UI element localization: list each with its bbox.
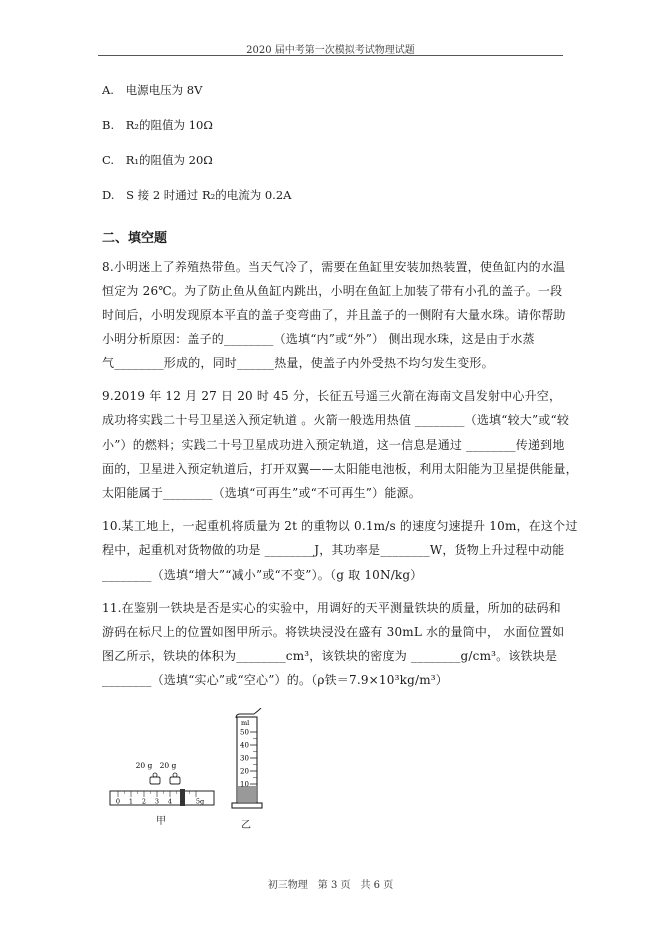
q9-line: 成功将实践二十号卫星送入预定轨道 。火箭一般选用热值 ________（选填“较大”或“较 [102, 413, 570, 427]
weight-label: 20 g [135, 761, 153, 770]
tick-label: 2 [141, 797, 147, 806]
option-c [102, 152, 213, 168]
tick-label: 30 [240, 754, 249, 763]
tick-label: 20 [240, 767, 249, 776]
q9-line: 太阳能属于________（选填“可再生”或“不可再生”）能源。 [102, 486, 421, 500]
weight-icon [170, 773, 180, 784]
option-label: A. [102, 83, 114, 97]
option-label: D. [102, 188, 115, 202]
rider-marker [180, 789, 185, 806]
measuring-cylinder-figure [228, 708, 268, 812]
cylinder-unit: ml [241, 719, 250, 727]
tick-label: 50 [240, 728, 249, 737]
tick-label: 4 [167, 797, 173, 806]
q9-line: 小”）的燃料；实践二十号卫星成功进入预定轨道，这一信息是通过 ________传递到地 [102, 438, 565, 452]
q8-line: 气________形成的，同时______热量，使盖子内外受热不均匀发生变形。 [102, 356, 494, 370]
header-divider [98, 55, 563, 56]
balance-scale-figure [108, 758, 218, 808]
option-text: R₂的阻值为 10Ω [125, 118, 213, 132]
option-text: R₁的阻值为 20Ω [125, 153, 213, 167]
option-b [102, 117, 213, 133]
q11-line: 图乙所示，铁块的体积为________cm³，该铁块的密度为 ________g/cm³。该铁块是 [102, 649, 558, 663]
q8-line: 小明分析原因：盖子的________（选填“内”或“外”） 侧出现水珠，这是由于水蒸 [102, 332, 535, 346]
option-text: S 接 2 时通过 R₂的电流为 0.2A [126, 188, 292, 202]
tick-label: 5g [195, 797, 205, 806]
option-a [102, 82, 202, 98]
tick-label: 0 [115, 797, 121, 806]
q11-line: ________（选填“实心”或“空心”）的。（ρ铁＝7.9×10³kg/m³） [102, 673, 448, 687]
weight-icon [150, 773, 160, 784]
page-header: 2020 届中考第一次模拟考试物理试题 [246, 45, 415, 56]
tick-label: 40 [240, 741, 249, 750]
cylinder-base [232, 803, 262, 808]
page-footer: 初三物理 第 3 页 共 6 页 [267, 880, 394, 891]
q8-line: 时间后，小明发现原本平直的盖子变弯曲了，并且盖子的一侧附有大量水珠。请你帮助 [102, 308, 566, 322]
option-text: 电源电压为 8V [125, 83, 203, 97]
option-label: C. [102, 153, 115, 167]
q9-line: 9.2019 年 12 月 27 日 20 时 45 分，长征五号遥三火箭在海南文昌发射中心升空， [102, 389, 562, 403]
q10-line: ________（选填“增大”“减小”或“不变”）。（g 取 10N/kg） [102, 568, 423, 582]
section-title: 二、填空题 [102, 231, 168, 246]
q11-line: 11.在鉴别一铁块是否是实心的实验中，用调好的天平测量铁块的质量，所加的砝码和 [102, 601, 561, 615]
q10-line: 程中，起重机对货物做的功是 ________J，其功率是________W，货物上升过程中动能 [102, 543, 565, 557]
q9-line: 面的，卫星进入预定轨道后，打开双翼——太阳能电池板，利用太阳能为卫星提供能量， [102, 462, 578, 476]
option-d [102, 187, 291, 203]
tick-label: 10 [240, 780, 249, 789]
q8-line: 恒定为 26℃。为了防止鱼从鱼缸内跳出，小明在鱼缸上加装了带有小孔的盖子。一段 [102, 284, 563, 298]
q8-line: 8.小明迷上了养殖热带鱼。当天气冷了，需要在鱼缸里安装加热装置，使鱼缸内的水温 [102, 260, 566, 274]
option-label: B. [102, 118, 115, 132]
q11-line: 游码在标尺上的位置如图甲所示。将铁块浸没在盛有 30mL 水的量筒中， 水面位置如 [102, 625, 565, 639]
figure-caption-jia: 甲 [156, 816, 166, 827]
tick-label: 1 [128, 797, 134, 806]
figure-caption-yi: 乙 [241, 820, 251, 831]
q10-line: 10.某工地上，一起重机将质量为 2t 的重物以 0.1m/s 的速度匀速提升 10m，在这个过 [102, 519, 578, 533]
weight-label: 20 g [159, 761, 177, 770]
tick-label: 3 [154, 797, 160, 806]
